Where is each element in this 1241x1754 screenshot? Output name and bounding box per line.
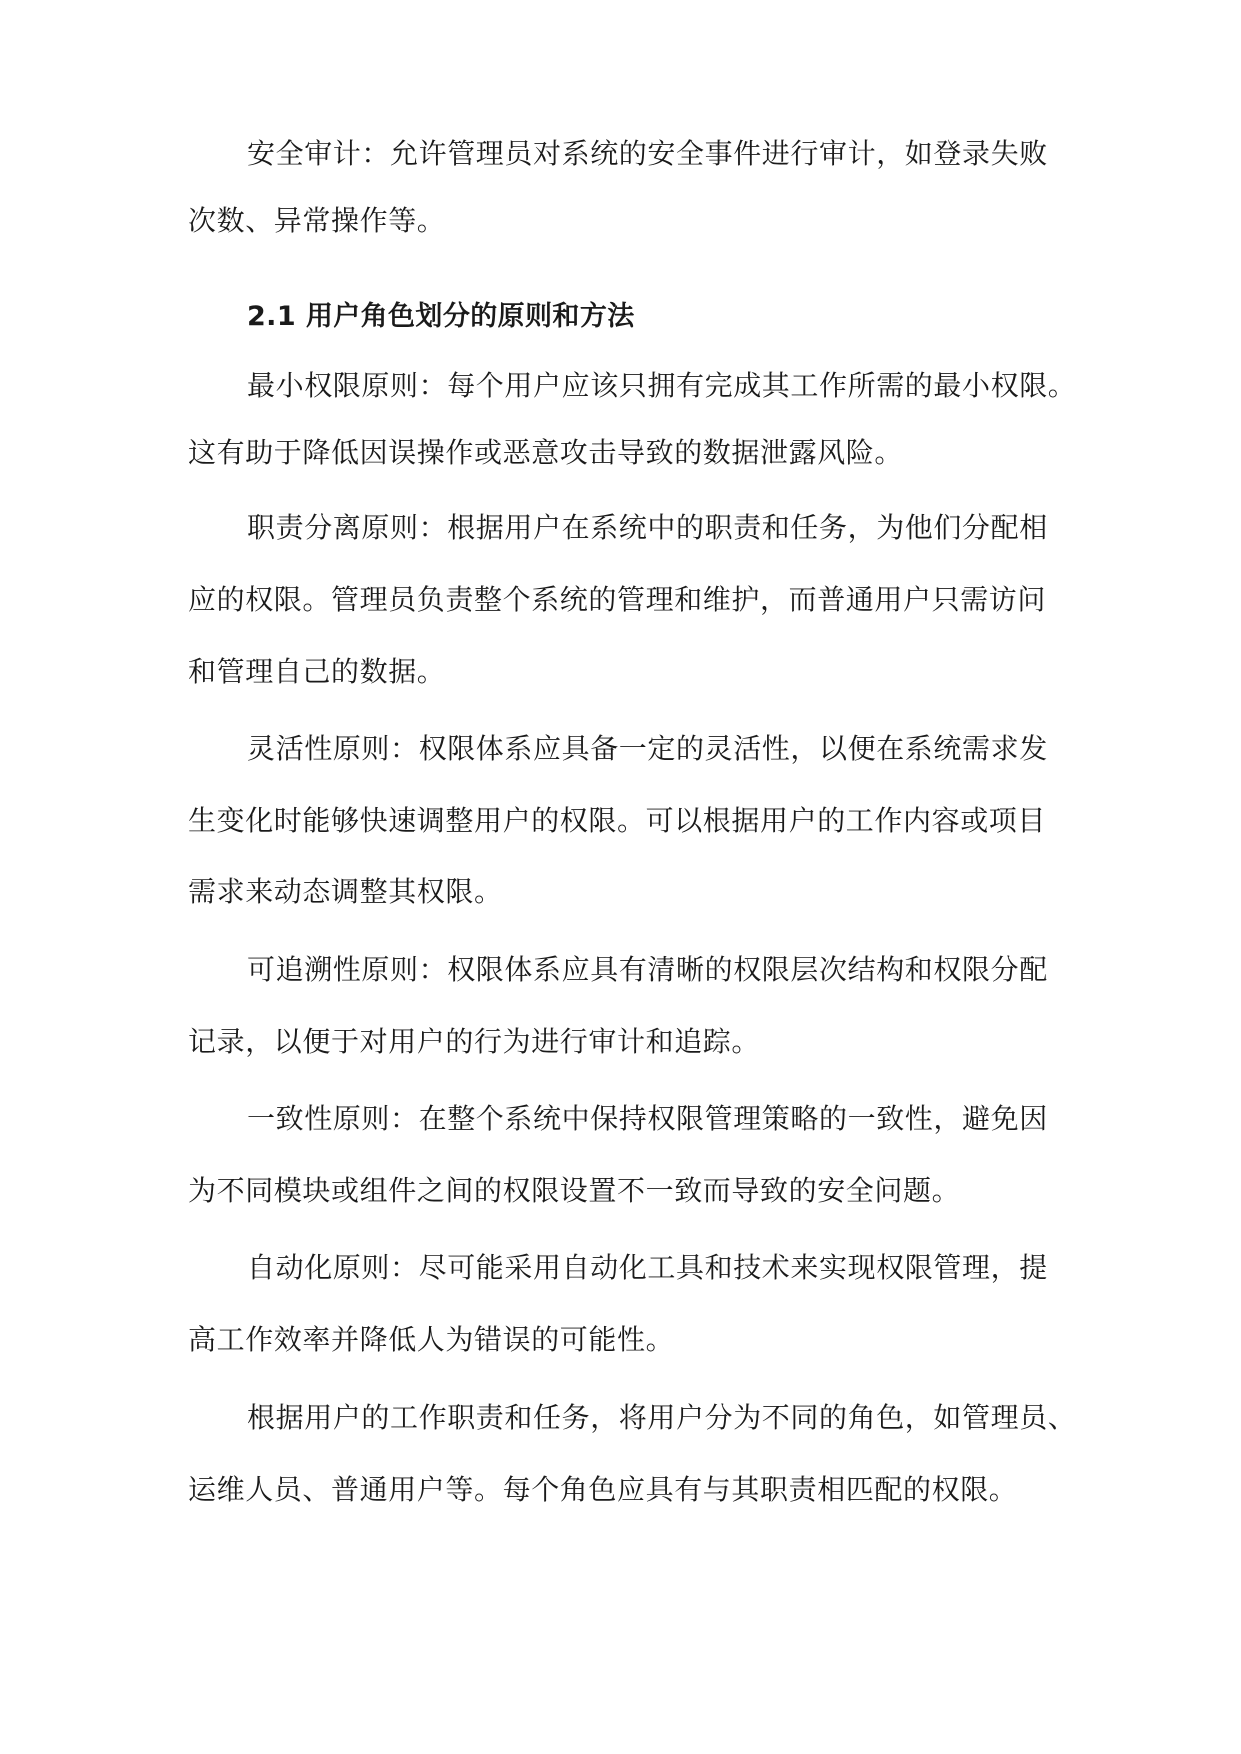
paragraph-least-privilege-line-1: 最小权限原则：每个用户应该只拥有完成其工作所需的最小权限。 — [247, 369, 1077, 402]
section-heading: 2.1 用户角色划分的原则和方法 — [247, 301, 635, 332]
paragraph-role-division-line-1: 根据用户的工作职责和任务，将用户分为不同的角色，如管理员、 — [247, 1401, 1077, 1434]
paragraph-traceability-line-1: 可追溯性原则：权限体系应具有清晰的权限层次结构和权限分配 — [247, 953, 1048, 986]
paragraph-separation-line-2: 应的权限。管理员负责整个系统的管理和维护，而普通用户只需访问 — [188, 583, 1047, 616]
paragraph-separation-line-1: 职责分离原则：根据用户在系统中的职责和任务，为他们分配相 — [247, 511, 1048, 544]
paragraph-consistency-line-1: 一致性原则：在整个系统中保持权限管理策略的一致性，避免因 — [247, 1102, 1048, 1135]
paragraph-security-audit-line-2: 次数、异常操作等。 — [188, 204, 446, 237]
paragraph-separation-line-3: 和管理自己的数据。 — [188, 655, 446, 688]
paragraph-flexibility-line-2: 生变化时能够快速调整用户的权限。可以根据用户的工作内容或项目 — [188, 804, 1047, 837]
paragraph-automation-line-1: 自动化原则：尽可能采用自动化工具和技术来实现权限管理，提 — [247, 1251, 1048, 1284]
paragraph-automation-line-2: 高工作效率并降低人为错误的可能性。 — [188, 1323, 675, 1356]
paragraph-traceability-line-2: 记录，以便于对用户的行为进行审计和追踪。 — [188, 1025, 761, 1058]
paragraph-flexibility-line-1: 灵活性原则：权限体系应具备一定的灵活性，以便在系统需求发 — [247, 732, 1048, 765]
paragraph-role-division-line-2: 运维人员、普通用户等。每个角色应具有与其职责相匹配的权限。 — [188, 1473, 1018, 1506]
paragraph-flexibility-line-3: 需求来动态调整其权限。 — [188, 875, 503, 908]
paragraph-security-audit-line-1: 安全审计：允许管理员对系统的安全事件进行审计，如登录失败 — [247, 137, 1048, 170]
paragraph-least-privilege-line-2: 这有助于降低因误操作或恶意攻击导致的数据泄露风险。 — [188, 436, 904, 469]
paragraph-consistency-line-2: 为不同模块或组件之间的权限设置不一致而导致的安全问题。 — [188, 1174, 961, 1207]
